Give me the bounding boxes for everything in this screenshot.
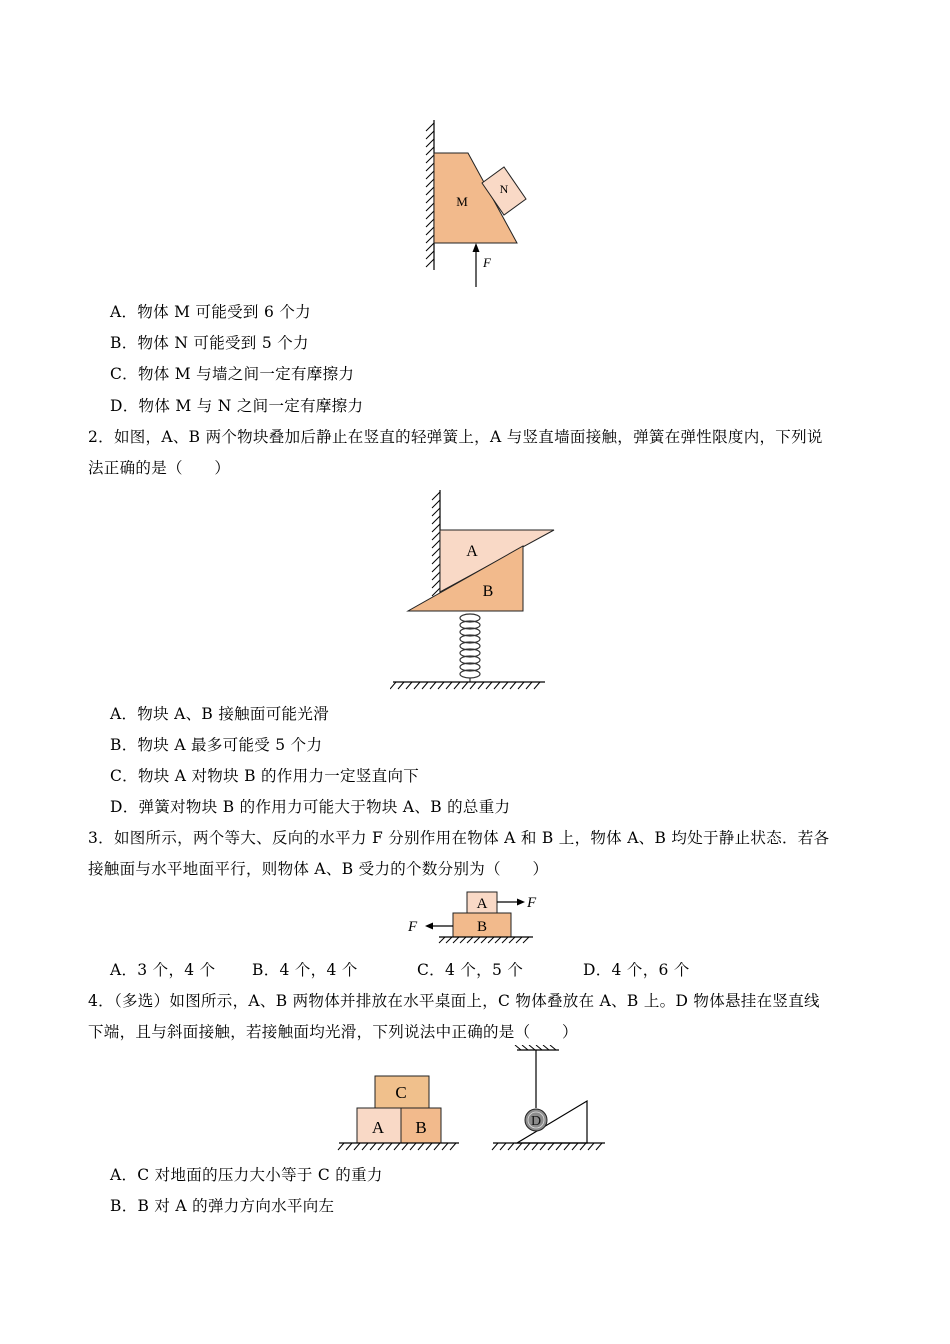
q1-option-d: D．物体 M 与 N 之间一定有摩擦力 bbox=[110, 397, 364, 415]
label-c: C bbox=[395, 1083, 407, 1102]
q1-option-b: B．物体 N 可能受到 5 个力 bbox=[110, 334, 309, 352]
label-f-left: F bbox=[408, 919, 418, 935]
label-b: B bbox=[415, 1118, 427, 1137]
label-f: F bbox=[483, 255, 491, 270]
q2-figure bbox=[390, 488, 560, 698]
q3-option-d: D．4 个，6 个 bbox=[583, 961, 690, 979]
q3-option-c: C．4 个，5 个 bbox=[417, 961, 524, 979]
q2-option-c: C．物块 A 对物块 B 的作用力一定竖直向下 bbox=[110, 767, 420, 785]
q4-figure bbox=[335, 1045, 605, 1160]
q2-option-d: D．弹簧对物块 B 的作用力可能大于物块 A、B 的总重力 bbox=[110, 798, 511, 816]
label-d: D bbox=[530, 1114, 542, 1129]
q4-option-b: B．B 对 A 的弹力方向水平向左 bbox=[110, 1197, 335, 1215]
q3-stem-line2: 接触面与水平地面平行，则物体 A、B 受力的个数分别为（ ） bbox=[88, 860, 549, 878]
q4-stem-line2: 下端，且与斜面接触，若接触面均光滑，下列说法中正确的是（ ） bbox=[88, 1023, 578, 1041]
q3-figure bbox=[405, 888, 545, 948]
label-b: B bbox=[482, 583, 494, 600]
label-b: B bbox=[476, 919, 488, 935]
q2-stem-line1: 2．如图，A、B 两个物块叠加后静止在竖直的轻弹簧上，A 与竖直墙面接触，弹簧在弹性限度内，下列说 bbox=[88, 428, 823, 446]
label-m: M bbox=[456, 194, 468, 209]
q2-stem-line2: 法正确的是（ ） bbox=[88, 459, 231, 477]
q3-option-a: A．3 个，4 个 bbox=[110, 961, 216, 979]
arrow-f bbox=[473, 243, 480, 252]
q4-stem-line1: 4．（多选）如图所示，A、B 两物体并排放在水平桌面上，C 物体叠放在 A、B 上。D 物体悬挂在竖直线 bbox=[88, 992, 820, 1010]
q1-figure bbox=[415, 115, 535, 295]
arrow-f-right bbox=[517, 899, 525, 906]
label-a: A bbox=[476, 896, 488, 912]
q4-option-a: A．C 对地面的压力大小等于 C 的重力 bbox=[110, 1166, 383, 1184]
arrow-f-left bbox=[425, 923, 433, 930]
spring bbox=[460, 614, 480, 682]
q1-option-a: A．物体 M 可能受到 6 个力 bbox=[110, 303, 311, 321]
label-n: N bbox=[499, 182, 509, 196]
q1-option-c: C．物体 M 与墙之间一定有摩擦力 bbox=[110, 365, 355, 383]
label-a: A bbox=[466, 543, 478, 560]
label-f-right: F bbox=[527, 895, 537, 911]
q3-stem-line1: 3．如图所示，两个等大、反向的水平力 F 分别作用在物体 A 和 B 上，物体 A、B 均处于静止状态．若各 bbox=[88, 829, 830, 847]
q2-option-b: B．物块 A 最多可能受 5 个力 bbox=[110, 736, 323, 754]
q3-option-b: B．4 个，4 个 bbox=[252, 961, 358, 979]
label-a: A bbox=[371, 1118, 385, 1137]
q2-option-a: A．物块 A、B 接触面可能光滑 bbox=[110, 705, 329, 723]
